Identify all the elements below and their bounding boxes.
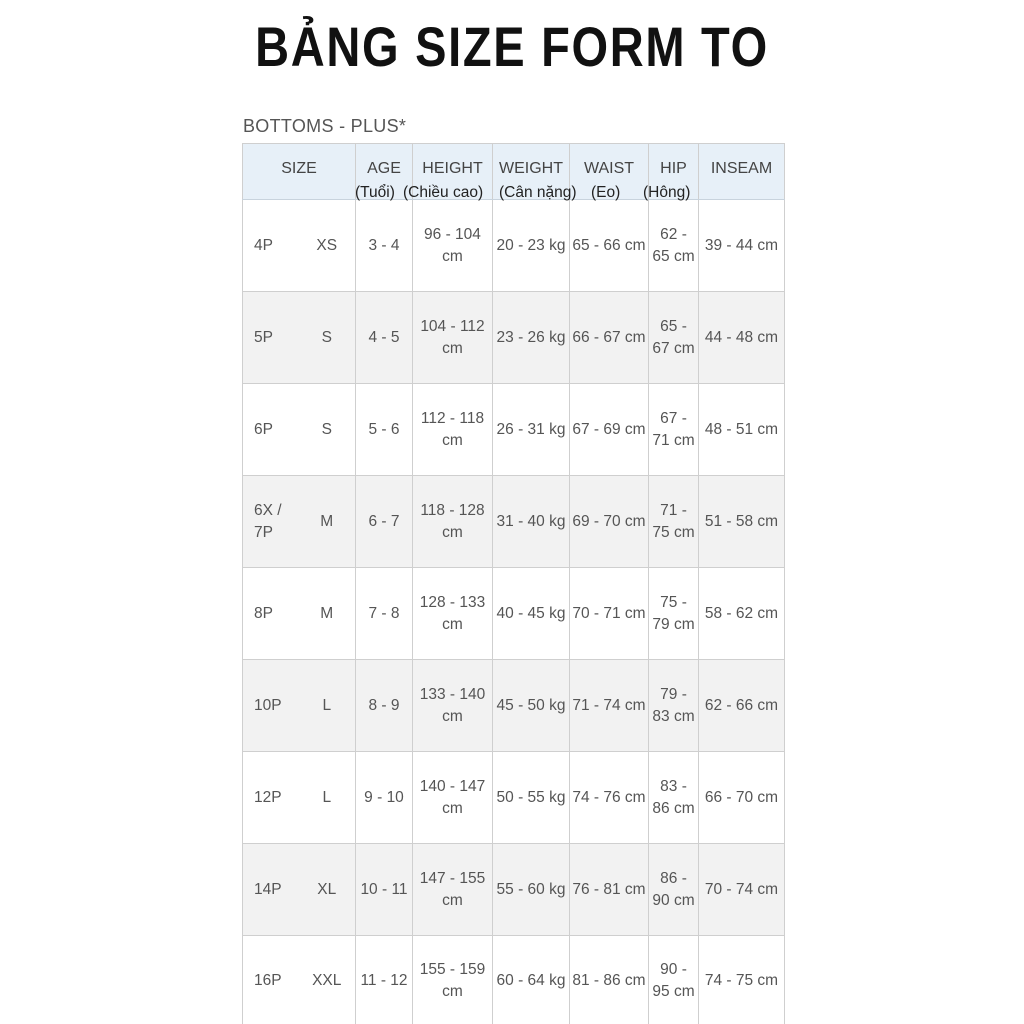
section-label: BOTTOMS - PLUS* <box>243 116 407 136</box>
size-chart-table <box>242 143 785 1024</box>
cell-waist <box>570 936 649 1024</box>
cell-age <box>356 200 413 292</box>
cell-age-text: 8 - 9 <box>368 696 400 714</box>
cell-height-text: 133 - 140 cm <box>419 685 486 725</box>
cell-waist-text: 66 - 67 cm <box>572 328 646 346</box>
table-row <box>243 292 785 384</box>
cell-age <box>356 568 413 660</box>
cell-hip <box>649 844 699 936</box>
cell-waist <box>570 752 649 844</box>
cell-age <box>356 384 413 476</box>
cell-waist-text: 69 - 70 cm <box>572 512 646 530</box>
cell-alpha-text: XL <box>317 880 337 898</box>
cell-weight <box>493 752 570 844</box>
cell-size-text: 14P <box>254 880 282 898</box>
cell-waist <box>570 660 649 752</box>
cell-hip <box>649 936 699 1024</box>
cell-inseam-text: 66 - 70 cm <box>704 788 779 806</box>
cell-hip-text: 79 - 83 cm <box>652 685 695 725</box>
cell-hip-text: 86 - 90 cm <box>652 869 695 909</box>
cell-age-text: 6 - 7 <box>368 512 400 530</box>
cell-weight-text: 40 - 45 kg <box>496 604 566 622</box>
cell-size-text: 8P <box>254 604 273 622</box>
cell-height <box>413 568 493 660</box>
cell-waist <box>570 476 649 568</box>
cell-alpha-text: M <box>320 512 334 530</box>
cell-alpha <box>299 384 356 476</box>
cell-weight <box>493 476 570 568</box>
cell-inseam-text: 62 - 66 cm <box>704 696 779 714</box>
cell-height-text: 128 - 133 cm <box>419 593 486 633</box>
cell-size-text: 10P <box>254 696 282 714</box>
table-row <box>243 200 785 292</box>
cell-waist-text: 70 - 71 cm <box>572 604 646 622</box>
cell-size-text: 4P <box>254 236 273 254</box>
cell-height-text: 112 - 118 cm <box>420 409 485 449</box>
cell-hip-text: 90 - 95 cm <box>652 960 695 1000</box>
cell-size-text: 6P <box>254 420 273 438</box>
cell-size-text: 16P <box>254 971 282 989</box>
table-row <box>243 844 785 936</box>
cell-size-text: 12P <box>254 788 282 806</box>
cell-size-text: 6X / 7P <box>254 501 282 541</box>
cell-inseam-text: 74 - 75 cm <box>704 971 779 989</box>
cell-hip <box>649 752 699 844</box>
cell-inseam-text: 58 - 62 cm <box>704 604 779 622</box>
cell-waist-text: 81 - 86 cm <box>572 971 646 989</box>
cell-waist <box>570 384 649 476</box>
cell-height <box>413 660 493 752</box>
cell-hip-text: 83 - 86 cm <box>652 777 695 817</box>
cell-alpha <box>299 568 356 660</box>
cell-inseam <box>699 752 785 844</box>
cell-waist-text: 74 - 76 cm <box>572 788 646 806</box>
cell-hip <box>649 476 699 568</box>
cell-age-text: 10 - 11 <box>360 880 408 898</box>
cell-size <box>243 660 299 752</box>
cell-height <box>413 476 493 568</box>
cell-waist <box>570 200 649 292</box>
cell-age-text: 5 - 6 <box>368 420 400 438</box>
cell-size-text: 5P <box>254 328 273 346</box>
cell-hip-text: 75 - 79 cm <box>652 593 695 633</box>
cell-age <box>356 660 413 752</box>
cell-alpha <box>299 936 356 1024</box>
table-row <box>243 384 785 476</box>
cell-height-text: 96 - 104 cm <box>424 225 481 265</box>
cell-waist-text: 67 - 69 cm <box>572 420 646 438</box>
cell-age-text: 7 - 8 <box>368 604 400 622</box>
cell-waist <box>570 292 649 384</box>
cell-waist-text: 71 - 74 cm <box>572 696 646 714</box>
cell-size <box>243 476 299 568</box>
cell-height <box>413 292 493 384</box>
cell-inseam-text: 51 - 58 cm <box>704 512 779 530</box>
header-waist: WAIST <box>570 144 649 200</box>
cell-waist-text: 65 - 66 cm <box>572 236 646 254</box>
cell-alpha <box>299 844 356 936</box>
vn-label-age: (Tuổi) <box>355 184 395 201</box>
cell-waist <box>570 844 649 936</box>
cell-size <box>243 292 299 384</box>
cell-hip-text: 62 - 65 cm <box>652 225 695 265</box>
header-size: SIZE <box>243 144 356 200</box>
cell-hip <box>649 200 699 292</box>
vn-label-hip: (Hông) <box>643 184 691 201</box>
cell-weight <box>493 384 570 476</box>
cell-inseam <box>699 384 785 476</box>
cell-age <box>356 936 413 1024</box>
cell-age-text: 9 - 10 <box>364 788 404 806</box>
cell-inseam-text: 48 - 51 cm <box>704 420 779 438</box>
cell-height-text: 104 - 112 cm <box>420 317 485 357</box>
cell-age-text: 11 - 12 <box>360 971 408 989</box>
cell-alpha <box>299 752 356 844</box>
cell-inseam <box>699 936 785 1024</box>
cell-height-text: 140 - 147 cm <box>419 777 486 817</box>
cell-inseam <box>699 292 785 384</box>
cell-weight-text: 60 - 64 kg <box>496 971 566 989</box>
cell-height <box>413 200 493 292</box>
cell-height <box>413 752 493 844</box>
cell-hip-text: 65 - 67 cm <box>652 317 695 357</box>
cell-hip <box>649 660 699 752</box>
cell-height-text: 118 - 128 cm <box>420 501 485 541</box>
cell-weight <box>493 844 570 936</box>
cell-age <box>356 752 413 844</box>
cell-inseam <box>699 844 785 936</box>
cell-alpha <box>299 660 356 752</box>
cell-size <box>243 568 299 660</box>
cell-height <box>413 936 493 1024</box>
cell-weight <box>493 568 570 660</box>
vn-label-height: (Chiều cao) <box>403 184 484 201</box>
cell-alpha <box>299 476 356 568</box>
page-title: BẢNG SIZE FORM TO <box>255 15 769 78</box>
header-inseam: INSEAM <box>699 144 785 200</box>
cell-age <box>356 292 413 384</box>
cell-waist <box>570 568 649 660</box>
cell-weight <box>493 660 570 752</box>
cell-height-text: 155 - 159 cm <box>419 960 486 1000</box>
cell-inseam-text: 39 - 44 cm <box>704 236 779 254</box>
cell-inseam <box>699 660 785 752</box>
table-row <box>243 660 785 752</box>
table-row <box>243 936 785 1024</box>
cell-alpha-text: L <box>322 696 332 714</box>
cell-alpha <box>299 200 356 292</box>
cell-alpha-text: XXL <box>312 971 342 989</box>
cell-inseam <box>699 200 785 292</box>
header-weight: WEIGHT <box>493 144 570 200</box>
cell-hip-text: 67 - 71 cm <box>652 409 695 449</box>
cell-weight <box>493 292 570 384</box>
cell-weight-text: 45 - 50 kg <box>496 696 566 714</box>
cell-alpha-text: L <box>322 788 332 806</box>
vn-label-waist: (Eo) <box>591 184 621 201</box>
cell-height <box>413 384 493 476</box>
vn-label-weight: (Cân nặng) <box>499 184 577 201</box>
cell-hip <box>649 292 699 384</box>
cell-waist-text: 76 - 81 cm <box>572 880 646 898</box>
cell-height-text: 147 - 155 cm <box>419 869 486 909</box>
header-age: AGE <box>356 144 413 200</box>
cell-alpha <box>299 292 356 384</box>
header-height: HEIGHT <box>413 144 493 200</box>
cell-hip-text: 71 - 75 cm <box>652 501 695 541</box>
cell-size <box>243 384 299 476</box>
cell-weight <box>493 200 570 292</box>
cell-height <box>413 844 493 936</box>
cell-hip <box>649 384 699 476</box>
cell-age <box>356 476 413 568</box>
cell-alpha-text: S <box>321 420 332 438</box>
cell-weight-text: 20 - 23 kg <box>496 236 566 254</box>
table-row <box>243 568 785 660</box>
cell-age-text: 4 - 5 <box>368 328 400 346</box>
cell-alpha-text: S <box>321 328 332 346</box>
cell-inseam-text: 44 - 48 cm <box>704 328 779 346</box>
cell-inseam <box>699 568 785 660</box>
cell-size <box>243 200 299 292</box>
cell-weight-text: 50 - 55 kg <box>496 788 566 806</box>
cell-weight-text: 55 - 60 kg <box>496 880 566 898</box>
cell-weight-text: 26 - 31 kg <box>496 420 566 438</box>
table-row <box>243 476 785 568</box>
cell-age <box>356 844 413 936</box>
cell-age-text: 3 - 4 <box>368 236 400 254</box>
table-row <box>243 752 785 844</box>
cell-alpha-text: XS <box>316 236 338 254</box>
cell-hip <box>649 568 699 660</box>
header-hip: HIP <box>649 144 699 200</box>
cell-size <box>243 844 299 936</box>
cell-size <box>243 752 299 844</box>
cell-alpha-text: M <box>320 604 334 622</box>
cell-weight-text: 31 - 40 kg <box>496 512 566 530</box>
cell-inseam <box>699 476 785 568</box>
cell-size <box>243 936 299 1024</box>
cell-weight-text: 23 - 26 kg <box>496 328 566 346</box>
cell-inseam-text: 70 - 74 cm <box>704 880 779 898</box>
cell-weight <box>493 936 570 1024</box>
